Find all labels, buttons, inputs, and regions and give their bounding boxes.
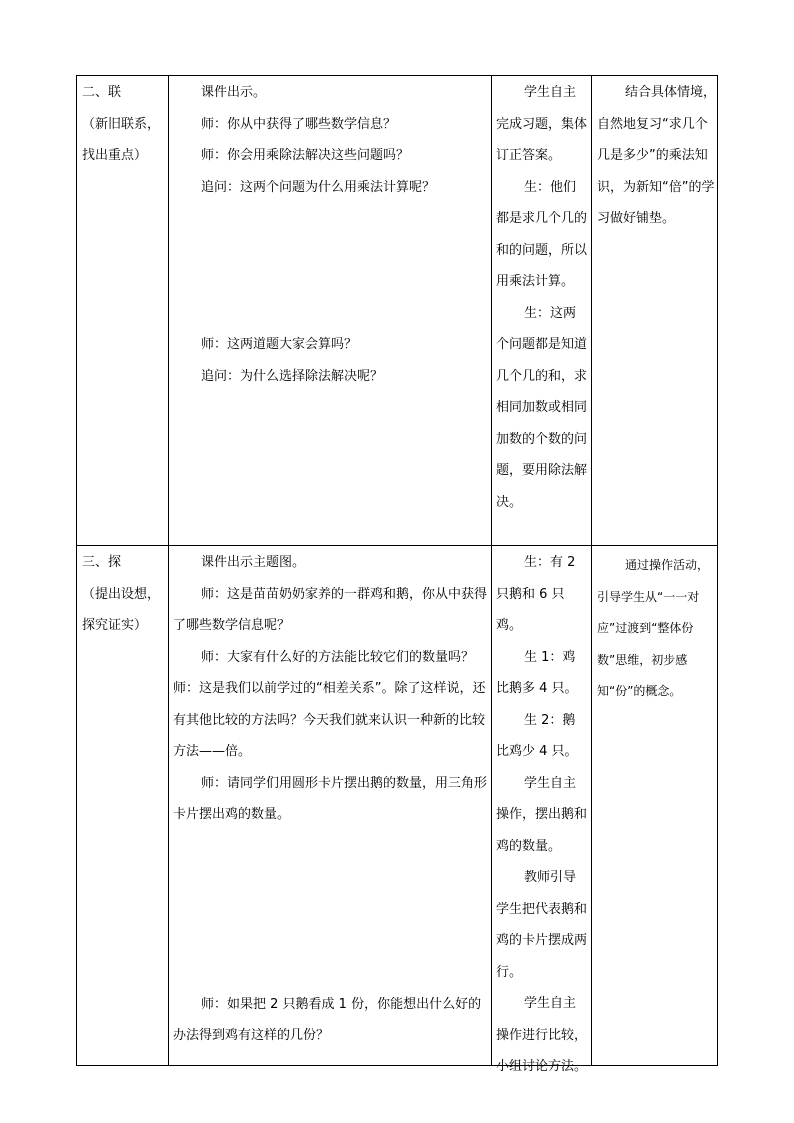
row1-stage-cell [82,77,166,172]
row2-intent-text: 通过操作活动，引导学生从“一一对应”过渡到“整体份数”思维，初步感知“份”的概念。 [597,558,710,698]
row2-teacher-paragraph: 师：请同学们用圆形卡片摆出鹅的数量，用三角形卡片摆出鸡的数量。 [173,775,488,822]
table-left-border [76,75,77,1066]
row1-intent-text: 结合具体情境，自然地复习“求几个几是多少”的乘法知识，为新知“倍”的学习做好铺垫。 [597,85,717,226]
col-divider-2 [491,75,492,1066]
row2-student-paragraph: 教师引导学生把代表鹅和鸡的卡片摆成两行。 [496,870,588,980]
row1-teacher-line: 师：你会用乘除法解决这些问题吗？ [201,148,410,163]
row2-teacher-paragraph: 师：如果把 2 只鹅看成 1 份，你能想出什么好的办法得到鸡有这样的几份？ [173,996,482,1043]
row2-student-paragraph: 生 1：鸡比鹅多 4 只。 [496,649,578,696]
row-divider [76,545,718,546]
row1-intent-cell [597,77,717,235]
row2-student-paragraph: 生 2：鹅比鸡少 4 只。 [496,712,578,759]
row2-stage-sub2: 探究证实） [82,618,148,633]
row2-stage-title: 三、探 [82,555,122,570]
col-divider-1 [168,75,169,1066]
row2-stage-cell [82,547,166,642]
row1-teacher-line: 师：你从中获得了哪些数学信息？ [201,116,397,132]
row1-teacher-line: 追问：为什么选择除法解决呢？ [201,368,384,384]
table-top-border [76,75,718,76]
row2-teacher-paragraph: 师：大家有什么好的方法能比较它们的数量吗？师：这是我们以前学过的“相差关系”。除了这样说，还有其他比较的方法吗？今天我们就来认识一种新的比较方法——倍。 [173,649,486,759]
row2-teacher-paragraph: 师：这是苗苗奶奶家养的一群鸡和鹅，你从中获得了哪些数学信息呢？ [173,586,488,633]
row2-stage-sub1: （提出设想， [82,586,161,602]
row1-student-cell [496,77,588,518]
col-divider-3 [591,75,592,1066]
row1-stage-sub1: （新旧联系， [82,116,161,132]
row1-teacher-cell [173,77,487,392]
row1-student-paragraph: 学生自主完成习题，集体订正答案。 [496,85,588,163]
row1-student-paragraph: 生：他们都是求几个几的和的问题，所以用乘法计算。 [496,179,588,289]
row2-teacher-paragraph: 课件出示主题图。 [201,555,306,570]
row2-intent-cell [597,550,717,708]
table-bottom-border [76,1065,718,1066]
row2-student-paragraph: 学生自主操作进行比较，小组讨论方法。 [496,996,588,1074]
row2-student-cell [496,547,588,1083]
row2-student-paragraph: 生：有 2 只鹅和 6 只鸡。 [496,555,576,633]
row1-student-paragraph: 生：这两个问题都是知道几个几的和，求相同加数或相同加数的个数的问题，要用除法解决。 [496,305,588,510]
row2-student-paragraph: 学生自主操作，摆出鹅和鸡的数量。 [496,775,588,854]
row1-stage-sub2: 找出重点） [82,148,148,163]
row1-teacher-line: 追问：这两个问题为什么用乘法计算呢？ [201,179,436,195]
row1-stage-title: 二、联 [82,85,122,100]
row1-teacher-line: 师：这两道题大家会算吗？ [201,337,358,352]
row1-teacher-line: 课件出示。 [201,85,267,100]
table-right-border [717,75,718,1066]
row2-teacher-cell [173,547,487,1052]
